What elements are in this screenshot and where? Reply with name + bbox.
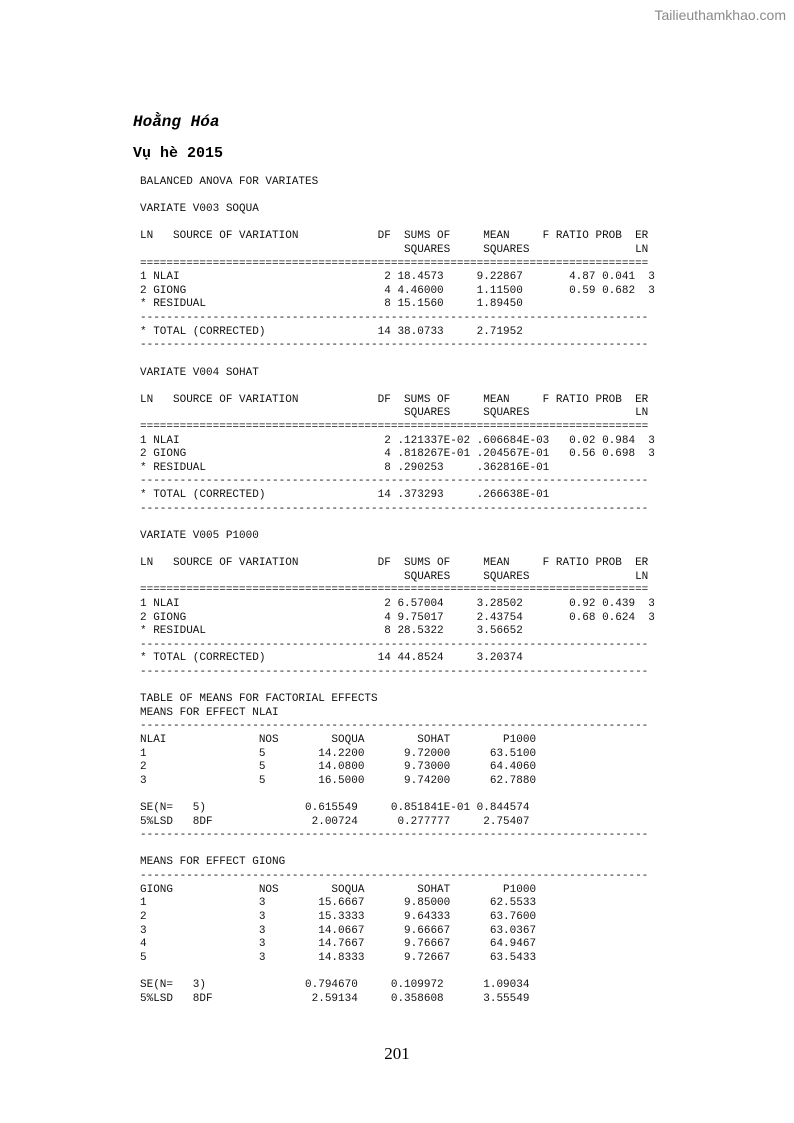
output-line: 1 NLAI 2 .121337E-02 .606684E-03 0.02 0.984 3 (140, 434, 655, 447)
output-line: BALANCED ANOVA FOR VARIATES (140, 176, 319, 188)
output-line (140, 965, 655, 979)
page-number: 201 (384, 1044, 410, 1063)
output-line: 2 GIONG 4 4.46000 1.11500 0.59 0.682 3 (140, 284, 655, 297)
output-line: LN SOURCE OF VARIATION DF SUMS OF MEAN F RATIO PROB ER (140, 230, 649, 243)
output-line: ----------------------------------------------------------------------------- (140, 339, 649, 352)
output-line: SE(N= 3) 0.794670 0.109972 1.09034 (140, 978, 530, 991)
output-line: TABLE OF MEANS FOR FACTORIAL EFFECTS (140, 693, 378, 706)
output-line: 3 5 16.5000 9.74200 62.7880 (140, 774, 537, 787)
output-line (140, 516, 655, 530)
output-line: ----------------------------------------------------------------------------- (140, 312, 649, 325)
output-line: SE(N= 5) 0.615549 0.851841E-01 0.844574 (140, 802, 530, 815)
output-line: * TOTAL (CORRECTED) 14 .373293 .266638E-01 (140, 489, 550, 502)
output-line: VARIATE V003 SOQUA (140, 203, 259, 216)
output-line: * RESIDUAL 8 28.5322 3.56652 (140, 625, 523, 638)
output-line (140, 190, 655, 204)
output-line: 3 3 14.0667 9.66667 63.0367 (140, 924, 537, 937)
output-line: SQUARES SQUARES LN (140, 407, 649, 420)
site-watermark: Tailieuthamkhao.com (654, 7, 786, 23)
output-line: GIONG NOS SOQUA SOHAT P1000 (140, 883, 537, 896)
output-line: VARIATE V005 P1000 (140, 529, 259, 542)
output-line: SQUARES SQUARES LN (140, 570, 649, 583)
output-line: ----------------------------------------------------------------------------- (140, 638, 649, 651)
output-line: 5%LSD 8DF 2.59134 0.358608 3.55549 (140, 992, 530, 1005)
output-line (140, 380, 655, 394)
output-line: 2 5 14.0800 9.73000 64.4060 (140, 761, 537, 774)
output-line: SQUARES SQUARES LN (140, 244, 649, 257)
output-line: * TOTAL (CORRECTED) 14 44.8524 3.20374 (140, 652, 523, 665)
output-line: NLAI NOS SOQUA SOHAT P1000 (140, 733, 537, 746)
output-line: MEANS FOR EFFECT GIONG (140, 856, 286, 869)
output-line (140, 788, 655, 802)
output-line (140, 680, 655, 694)
anova-output-listing (140, 176, 655, 1006)
output-line: MEANS FOR EFFECT NLAI (140, 706, 279, 719)
output-line: LN SOURCE OF VARIATION DF SUMS OF MEAN F RATIO PROB ER (140, 557, 649, 570)
output-line: 4 3 14.7667 9.76667 64.9467 (140, 938, 537, 951)
output-line: * RESIDUAL 8 15.1560 1.89450 (140, 298, 523, 311)
output-line: 1 NLAI 2 18.4573 9.22867 4.87 0.041 3 (140, 271, 655, 284)
output-line: 2 GIONG 4 .818267E-01 .204567E-01 0.56 0.698 3 (140, 448, 655, 461)
output-line: LN SOURCE OF VARIATION DF SUMS OF MEAN F RATIO PROB ER (140, 393, 649, 406)
output-line: * TOTAL (CORRECTED) 14 38.0733 2.71952 (140, 325, 523, 338)
output-line (140, 353, 655, 367)
output-line: ============================================================================= (140, 420, 649, 433)
output-line (140, 843, 655, 857)
output-line: ============================================================================= (140, 584, 649, 597)
output-line: ----------------------------------------------------------------------------- (140, 665, 649, 678)
output-line: ----------------------------------------------------------------------------- (140, 475, 649, 488)
output-line: 1 NLAI 2 6.57004 3.28502 0.92 0.439 3 (140, 597, 655, 610)
output-line: * RESIDUAL 8 .290253 .362816E-01 (140, 461, 550, 474)
output-line (140, 217, 655, 231)
output-line: VARIATE V004 SOHAT (140, 366, 259, 379)
output-line: ----------------------------------------------------------------------------- (140, 829, 649, 842)
output-line: 2 GIONG 4 9.75017 2.43754 0.68 0.624 3 (140, 611, 655, 624)
output-line: 2 3 15.3333 9.64333 63.7600 (140, 910, 537, 923)
season-heading: Vụ hè 2015 (133, 145, 224, 162)
output-line: 5 3 14.8333 9.72667 63.5433 (140, 951, 537, 964)
output-line: ----------------------------------------------------------------------------- (140, 720, 649, 733)
output-line: 1 3 15.6667 9.85000 62.5533 (140, 897, 537, 910)
location-heading: Hoằng Hóa (133, 113, 220, 131)
output-line: ----------------------------------------------------------------------------- (140, 870, 649, 883)
output-line (140, 543, 655, 557)
output-line: ----------------------------------------------------------------------------- (140, 502, 649, 515)
output-line: 1 5 14.2200 9.72000 63.5100 (140, 747, 537, 760)
output-line: 5%LSD 8DF 2.00724 0.277777 2.75407 (140, 815, 530, 828)
output-line: ============================================================================= (140, 257, 649, 270)
